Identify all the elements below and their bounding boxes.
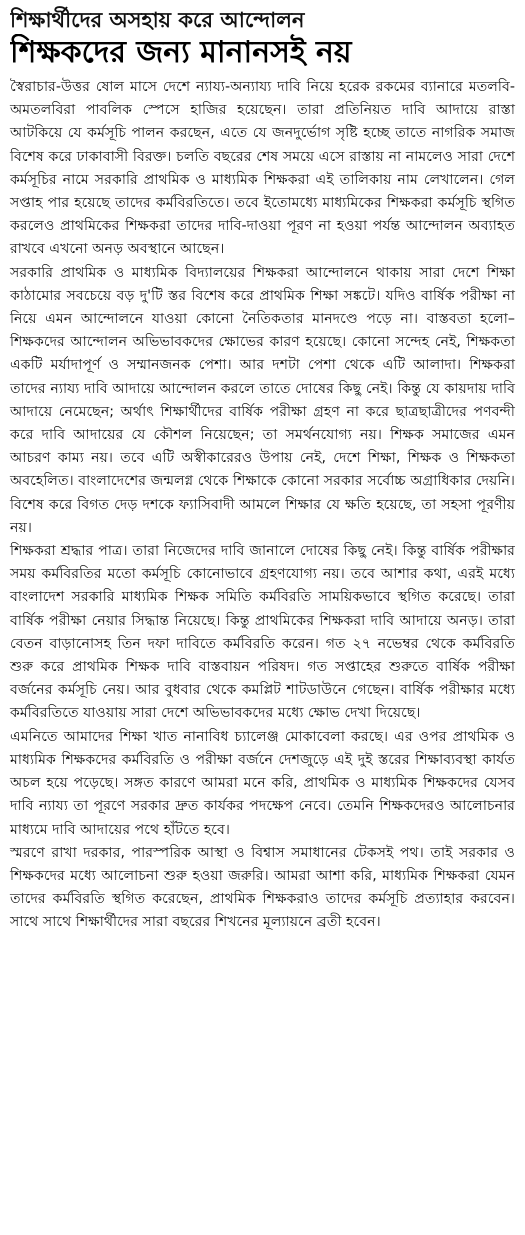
article-paragraph: সরকারি প্রাথমিক ও মাধ্যমিক বিদ্যালয়ের শিক্ষকরা আন্দোলনে থাকায় সারা দেশে শিক্ষা কাঠামোর সবচেয়ে বড় দু'টি স্তর বিশেষ করে প্রাথমিক শিক্ষা সঙ্কটে। যদিও বার্ষিক পরীক্ষা না নিয়ে এমন আন্দোলনে যাওয়া কোনো নৈতিকতার মানদণ্ডে পড়ে না। বাস্তবতা হলো– শিক্ষকদের আন্দোলন অভিভাবকদের ক্ষোভের কারণ হয়েছে। কোনো সন্দেহ নেই, শিক্ষকতা একটি মর্যাদাপূর্ণ ও সম্মানজনক পেশা। আর দশটা পেশা থেকে এটি আলাদা। শিক্ষকরা তাদের ন্যায্য দাবি আদায়ে আন্দোলন করলে তাতে দোষের কিছু নেই। কিন্তু যে কায়দায় দাবি আদায়ে নেমেছেন; অর্থাৎ শিক্ষার্থীদের বার্ষিক পরীক্ষা গ্রহণ না করে ছাত্রছাত্রীদের পণবন্দী করে দাবি আদায়ের যে কৌশল নিয়েছেন; তা সমর্থনযোগ্য নয়। শিক্ষক সমাজের এমন আচরণ কাম্য নয়। তবে এটি অস্বীকারেরও উপায় নেই, দেশে শিক্ষা, শিক্ষক ও শিক্ষকতা অবহেলিত। বাংলাদেশের জন্মলগ্ন থেকে শিক্ষাকে কোনো সরকার সর্বোচ্চ অগ্রাধিকার দেয়নি। বিশেষ করে বিগত দেড় দশকে ফ্যাসিবাদী আমলে শিক্ষার যে ক্ষতি হয়েছে, তা সহসা পূরণীয় নয়।	[10, 264, 515, 536]
article-paragraph: শিক্ষকরা শ্রদ্ধার পাত্র। তারা নিজেদের দাবি জানালে দোষের কিছু নেই। কিন্তু বার্ষিক পরীক্ষার সময় কর্মবিরতির মতো কর্মসূচি কোনোভাবে গ্রহণযোগ্য নয়। তবে আশার কথা, এরই মধ্যে বাংলাদেশ সরকারি মাধ্যমিক শিক্ষক সমিতি কর্মবিরতি সাময়িকভাবে স্থগিত করেছে। তারা বার্ষিক পরীক্ষা নেয়ার সিদ্ধান্ত নিয়েছে। কিন্তু প্রাথমিকের শিক্ষকরা দাবি আদায়ে অনড়। তারা বেতন বাড়ানোসহ তিন দফা দাবিতে কর্মবিরতি করেন। গত ২৭ নভেম্বর থেকে কর্মবিরতি শুরু করে প্রাথমিক শিক্ষক দাবি বাস্তবায়ন পরিষদ। গত সপ্তাহের শুরুতে বার্ষিক পরীক্ষা বর্জনের কর্মসূচি নেয়। আর বুধবার থেকে কমপ্লিট শাটডাউনে গেছেন। বার্ষিক পরীক্ষার মধ্যে কর্মবিরতিতে যাওয়ায় সারা দেশে অভিভাবকদের মধ্যে ক্ষোভ দেখা দিয়েছে।	[10, 543, 515, 722]
article-kicker: শিক্ষার্থীদের অসহায় করে আন্দোলন	[10, 8, 305, 32]
article-paragraph: এমনিতে আমাদের শিক্ষা খাত নানাবিধ চ্যালেঞ্জ মোকাবেলা করছে। এর ওপর প্রাথমিক ও মাধ্যমিক শিক্ষকদের কর্মবিরতি ও পরীক্ষা বর্জনে দেশজুড়ে এই দুই স্তরের শিক্ষাব্যবস্থা কার্যত অচল হয়ে পড়েছে। সঙ্গত কারণে আমরা মনে করি, প্রাথমিক ও মাধ্যমিক শিক্ষকদের যেসব দাবি ন্যায্য তা পূরণে সরকার দ্রুত কার্যকর পদক্ষেপ নেবে। তেমনি শিক্ষকদেরও আলোচনার মাধ্যমে দাবি আদায়ের পথে হাঁটতে হবে।	[10, 728, 515, 838]
article-body	[10, 76, 515, 935]
article-paragraph: স্বৈরাচার-উত্তর ষোল মাসে দেশে ন্যায্য-অন্যায্য দাবি নিয়ে হরেক রকমের ব্যানারে মতলবি-অমতলবিরা পাবলিক স্পেসে হাজির হয়েছেন। তারা প্রতিনিয়ত দাবি আদায়ে রাস্তা আটকিয়ে যে কর্মসূচি পালন করছেন, এতে যে জনদুর্ভোগ সৃষ্টি হচ্ছে তাতে নাগরিক সমাজ বিশেষ করে ঢাকাবাসী বিরক্ত। চলতি বছরের শেষ সময়ে এসে রাস্তায় না নামলেও সারা দেশে কর্মসূচির নামে সরকারি প্রাথমিক ও মাধ্যমিক শিক্ষকরা এই তালিকায় নাম লেখালেন। গেল সপ্তাহ পার হয়েছে তাদের কর্মবিরতিতে। তবে ইতোমধ্যে মাধ্যমিকের শিক্ষকরা কর্মসূচি স্থগিত করলেও প্রাথমিকের শিক্ষকরা তাদের দাবি-দাওয়া পূরণ না হওয়া পর্যন্ত আন্দোলন অব্যাহত রাখবে এখনো অনড় অবস্থানে আছেন।	[10, 79, 515, 258]
article-paragraph: স্মরণে রাখা দরকার, পারস্পরিক আস্থা ও বিশ্বাস সমাধানের টেকসই পথ। তাই সরকার ও শিক্ষকদের মধ্যে আলোচনা শুরু হওয়া জরুরি। আমরা আশা করি, মাধ্যমিক শিক্ষকরা যেমন তাদের কর্মবিরতি স্থগিত করেছেন, প্রাথমিক শিক্ষকরাও তাদের কর্মসূচি প্রত্যাহার করবেন। সাথে সাথে শিক্ষার্থীদের সারা বছরের শিখনের মূল্যায়নে ব্রতী হবেন।	[10, 844, 515, 931]
article-headline: শিক্ষকদের জন্য মানানসই নয়	[10, 35, 352, 70]
